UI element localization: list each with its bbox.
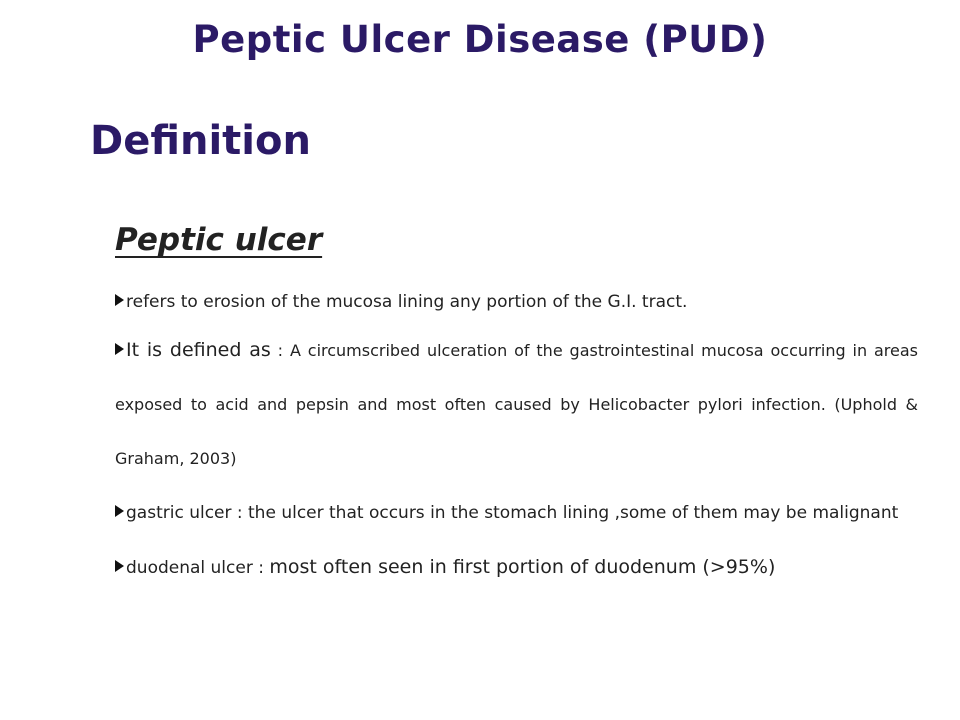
slide-title: Peptic Ulcer Disease (PUD): [192, 18, 768, 61]
arrow-right-icon: [115, 560, 124, 572]
bullet-lead: duodenal ulcer :: [126, 558, 270, 578]
bullet-item: [115, 323, 918, 486]
bullet-text: most often seen in first portion of duodenum (>95%): [269, 556, 776, 578]
bullet-text: refers to erosion of the mucosa lining any portion of the G.I. tract.: [126, 292, 688, 312]
bullet-item: [115, 283, 918, 321]
arrow-right-icon: [115, 505, 124, 517]
bullet-text: : A circumscribed ulceration of the gastrointestinal mucosa occurring in areas exposed to acid and pepsin and most often caused by Helicobacter pylori infection. (Uphold & Graham, 2003): [115, 341, 919, 468]
bullet-lead: It is defined as: [126, 339, 271, 361]
arrow-right-icon: [115, 294, 124, 306]
definition-list: [115, 283, 918, 595]
arrow-right-icon: [115, 343, 124, 355]
bullet-text: gastric ulcer : the ulcer that occurs in the stomach lining ,some of them may be malignant: [126, 503, 899, 523]
bullet-item: [115, 486, 918, 540]
bullet-item: [115, 540, 918, 595]
section-heading: Definition: [90, 118, 311, 164]
subheading: Peptic ulcer: [115, 222, 323, 258]
